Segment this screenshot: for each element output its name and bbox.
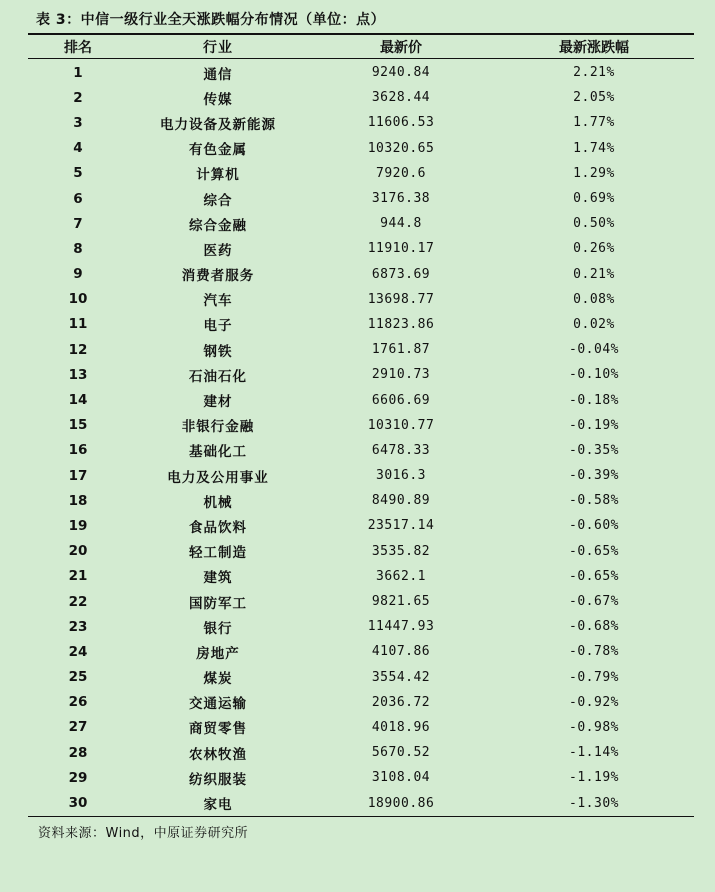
cell-industry: 煤炭: [203, 671, 233, 688]
cell-rank: 30: [68, 795, 88, 812]
cell-industry: 商贸零售: [189, 721, 247, 738]
cell-change: 0.02%: [573, 316, 615, 332]
cell-industry: 通信: [203, 66, 233, 83]
table-row: [28, 337, 694, 362]
cell-price: 18900.86: [367, 795, 435, 811]
cell-change: -0.67%: [569, 594, 619, 610]
cell-price: 5670.52: [371, 745, 431, 761]
table-row: [28, 513, 694, 538]
cell-rank: 19: [68, 517, 88, 534]
cell-industry: 建筑: [203, 570, 233, 587]
cell-change: -0.79%: [569, 669, 619, 685]
table-row: [28, 639, 694, 664]
table-row: [28, 413, 694, 438]
cell-change: -0.19%: [569, 417, 619, 433]
cell-rank: 16: [68, 442, 88, 459]
cell-change: -0.10%: [569, 367, 619, 383]
cell-change: -0.65%: [569, 568, 619, 584]
cell-price: 3108.04: [371, 770, 431, 786]
table-row: [28, 85, 694, 110]
cell-rank: 13: [68, 366, 88, 383]
table-row: [28, 665, 694, 690]
table-row: [28, 236, 694, 261]
cell-price: 7920.6: [376, 165, 426, 181]
cell-industry: 综合金融: [189, 217, 247, 234]
cell-industry: 机械: [203, 494, 233, 511]
cell-price: 4018.96: [371, 719, 431, 735]
cell-price: 11823.86: [367, 316, 435, 332]
cell-rank: 27: [68, 719, 88, 736]
cell-industry: 石油石化: [189, 368, 247, 385]
cell-change: -0.58%: [569, 493, 619, 509]
cell-rank: 10: [68, 291, 88, 308]
cell-industry: 家电: [203, 797, 233, 814]
cell-rank: 26: [68, 694, 88, 711]
cell-price: 3554.42: [371, 669, 431, 685]
header-rank: 排名: [64, 40, 92, 56]
cell-rank: 12: [68, 341, 88, 358]
cell-rank: 17: [68, 467, 88, 484]
header-price: 最新价: [380, 40, 422, 56]
cell-price: 9240.84: [371, 65, 431, 81]
table-row: [28, 161, 694, 186]
cell-rank: 20: [68, 543, 88, 560]
table-row: [28, 614, 694, 639]
cell-industry: 医药: [203, 242, 233, 259]
cell-industry: 非银行金融: [181, 419, 255, 436]
table-caption: 表 3：中信一级行业全天涨跌幅分布情况（单位：点）: [36, 12, 386, 28]
cell-industry: 传媒: [203, 91, 233, 108]
cell-rank: 21: [68, 568, 88, 585]
cell-price: 944.8: [380, 216, 422, 232]
cell-industry: 计算机: [196, 167, 240, 184]
table-bottom-rule: [28, 816, 694, 817]
table-row: [28, 186, 694, 211]
header-change: 最新涨跌幅: [559, 40, 629, 56]
table-top-rule: [28, 33, 694, 35]
table-row: [28, 740, 694, 765]
cell-industry: 交通运输: [189, 696, 247, 713]
cell-change: -0.68%: [569, 619, 619, 635]
cell-change: -1.30%: [569, 795, 619, 811]
cell-price: 3535.82: [371, 543, 431, 559]
cell-change: -0.98%: [569, 719, 619, 735]
cell-industry: 轻工制造: [189, 545, 247, 562]
table-row: [28, 539, 694, 564]
table-row: [28, 262, 694, 287]
cell-rank: 14: [68, 392, 88, 409]
cell-price: 2036.72: [371, 694, 431, 710]
cell-rank: 22: [68, 593, 88, 610]
table-row: [28, 589, 694, 614]
cell-price: 10310.77: [367, 417, 435, 433]
table-row: [28, 715, 694, 740]
cell-change: -0.39%: [569, 468, 619, 484]
table-row: [28, 287, 694, 312]
table-row: [28, 690, 694, 715]
cell-price: 23517.14: [367, 518, 435, 534]
cell-change: -0.78%: [569, 644, 619, 660]
cell-price: 13698.77: [367, 291, 435, 307]
cell-rank: 15: [68, 417, 88, 434]
cell-rank: 9: [73, 266, 83, 283]
cell-industry: 建材: [203, 394, 233, 411]
table-row: [28, 564, 694, 589]
cell-change: -0.92%: [569, 694, 619, 710]
cell-change: -0.18%: [569, 392, 619, 408]
cell-change: 0.21%: [573, 266, 615, 282]
cell-rank: 7: [73, 215, 83, 232]
table-row: [28, 387, 694, 412]
cell-price: 11910.17: [367, 241, 435, 257]
cell-price: 3016.3: [376, 468, 426, 484]
cell-price: 4107.86: [371, 644, 431, 660]
table-row: [28, 765, 694, 790]
cell-rank: 6: [73, 190, 83, 207]
cell-price: 3628.44: [371, 90, 431, 106]
cell-industry: 银行: [203, 620, 233, 637]
cell-price: 6478.33: [371, 442, 431, 458]
cell-price: 6873.69: [371, 266, 431, 282]
cell-industry: 电力及公用事业: [167, 469, 269, 486]
cell-rank: 23: [68, 618, 88, 635]
cell-rank: 2: [73, 89, 83, 106]
cell-rank: 11: [68, 316, 88, 333]
cell-price: 1761.87: [371, 342, 431, 358]
cell-change: -0.04%: [569, 342, 619, 358]
cell-rank: 8: [73, 240, 83, 257]
cell-change: 2.21%: [573, 65, 615, 81]
cell-industry: 消费者服务: [181, 268, 255, 285]
table-row: [28, 312, 694, 337]
cell-industry: 电子: [203, 318, 233, 335]
cell-change: 1.29%: [573, 165, 615, 181]
cell-price: 3176.38: [371, 191, 431, 207]
cell-price: 2910.73: [371, 367, 431, 383]
cell-change: 0.50%: [573, 216, 615, 232]
table-row: [28, 488, 694, 513]
cell-change: -0.35%: [569, 442, 619, 458]
cell-rank: 29: [68, 769, 88, 786]
cell-rank: 1: [73, 64, 83, 81]
cell-rank: 24: [68, 643, 88, 660]
table-row: [28, 110, 694, 135]
table-header-rule: [28, 58, 694, 59]
cell-price: 8490.89: [371, 493, 431, 509]
table-row: [28, 60, 694, 85]
cell-price: 11447.93: [367, 619, 435, 635]
table-row: [28, 136, 694, 161]
cell-industry: 汽车: [203, 293, 233, 310]
cell-price: 3662.1: [376, 568, 426, 584]
cell-rank: 18: [68, 492, 88, 509]
cell-industry: 综合: [203, 192, 233, 209]
table-header-row: [28, 36, 694, 58]
cell-change: 2.05%: [573, 90, 615, 106]
cell-change: 0.26%: [573, 241, 615, 257]
cell-industry: 农林牧渔: [189, 746, 247, 763]
table-row: [28, 463, 694, 488]
cell-industry: 基础化工: [189, 444, 247, 461]
cell-change: 0.08%: [573, 291, 615, 307]
table-row: [28, 362, 694, 387]
cell-change: 1.77%: [573, 115, 615, 131]
header-industry: 行业: [203, 40, 233, 56]
cell-industry: 电力设备及新能源: [160, 116, 276, 133]
cell-change: -1.19%: [569, 770, 619, 786]
cell-industry: 房地产: [196, 645, 240, 662]
cell-industry: 国防军工: [189, 595, 247, 612]
cell-industry: 食品饮料: [189, 519, 247, 536]
cell-change: 1.74%: [573, 140, 615, 156]
table-row: [28, 438, 694, 463]
cell-rank: 4: [73, 140, 83, 157]
cell-change: -0.60%: [569, 518, 619, 534]
cell-price: 9821.65: [371, 594, 431, 610]
source-note: 资料来源：Wind，中原证券研究所: [38, 826, 249, 841]
cell-change: -0.65%: [569, 543, 619, 559]
cell-rank: 3: [73, 114, 83, 131]
cell-rank: 25: [68, 669, 88, 686]
cell-price: 6606.69: [371, 392, 431, 408]
cell-price: 11606.53: [367, 115, 435, 131]
cell-industry: 钢铁: [203, 343, 233, 360]
cell-industry: 纺织服装: [189, 771, 247, 788]
cell-rank: 28: [68, 744, 88, 761]
table-row: [28, 790, 694, 815]
table-row: [28, 211, 694, 236]
cell-rank: 5: [73, 165, 83, 182]
cell-change: 0.69%: [573, 191, 615, 207]
cell-industry: 有色金属: [189, 142, 247, 159]
cell-change: -1.14%: [569, 745, 619, 761]
cell-price: 10320.65: [367, 140, 435, 156]
table-body: [28, 60, 694, 816]
